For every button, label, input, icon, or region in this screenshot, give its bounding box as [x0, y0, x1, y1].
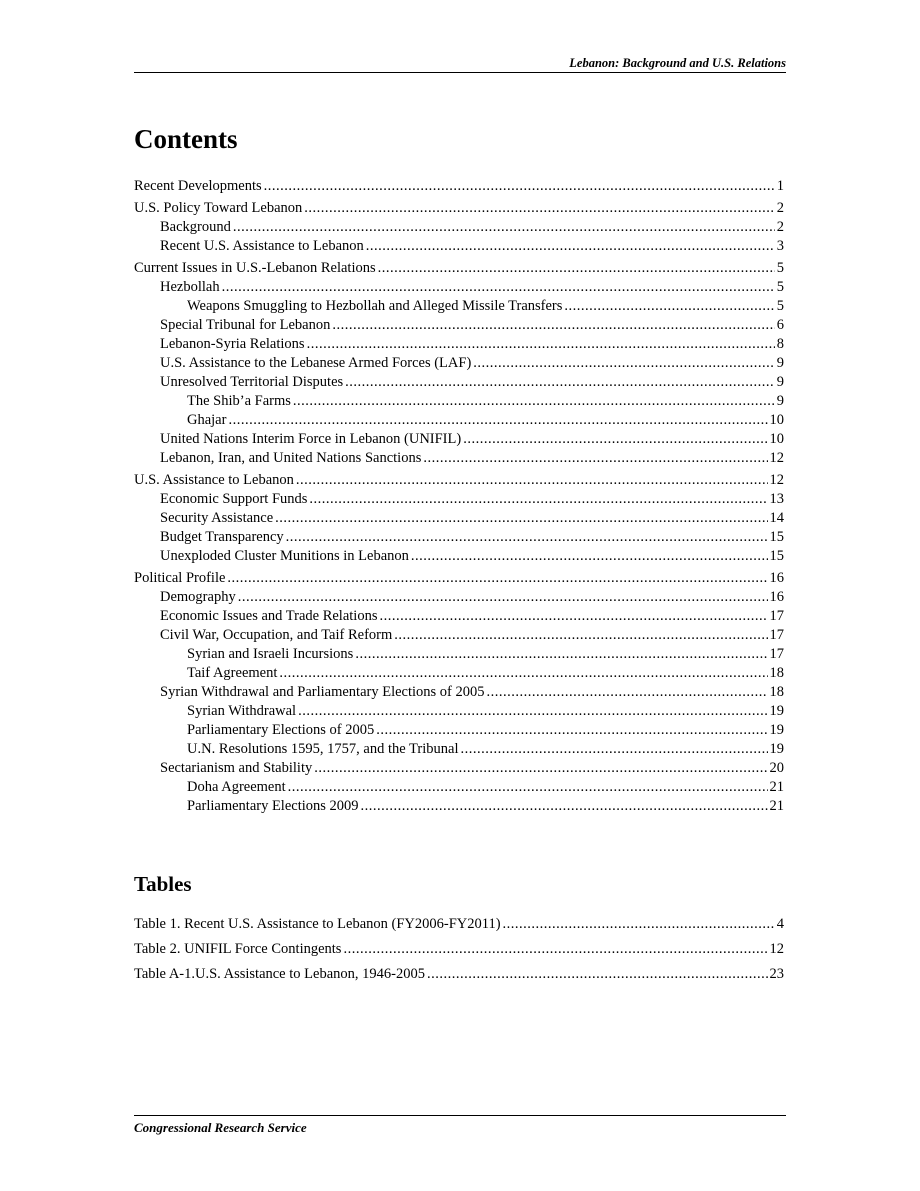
toc-entry[interactable] [134, 218, 784, 237]
toc-entry-label: Lebanon-Syria Relations [160, 336, 305, 352]
dot-leader [228, 411, 767, 430]
contents-title: Contents [134, 124, 238, 154]
dot-leader [411, 547, 768, 566]
toc-entry-page-number: 23 [769, 966, 784, 982]
toc-entry-label: Political Profile [134, 570, 226, 586]
toc-entry-label: Table A-1.U.S. Assistance to Lebanon, 1946-2005 [134, 966, 425, 982]
toc-entry[interactable] [134, 411, 784, 430]
dot-leader [288, 778, 768, 797]
toc-entry[interactable] [134, 449, 784, 468]
dot-leader [473, 354, 774, 373]
dot-leader [343, 940, 767, 959]
toc-entry-label: Syrian Withdrawal and Parliamentary Elections of 2005 [160, 684, 485, 700]
toc-entry-page-number: 12 [769, 450, 784, 466]
toc-entry[interactable] [134, 588, 784, 607]
dot-leader [279, 664, 767, 683]
running-header: Lebanon: Background and U.S. Relations [569, 56, 786, 70]
toc-entry-page-number: 5 [776, 260, 784, 276]
toc-entry-page-number: 15 [769, 548, 784, 564]
toc-entry[interactable] [134, 259, 784, 278]
toc-entry-label: Table 2. UNIFIL Force Contingents [134, 941, 342, 957]
toc-entry[interactable] [134, 199, 784, 218]
toc-entry[interactable] [134, 354, 784, 373]
toc-entry-page-number: 14 [769, 510, 784, 526]
dot-leader [309, 490, 767, 509]
dot-leader [379, 607, 767, 626]
toc-entry-page-number: 5 [776, 279, 784, 295]
toc-entry-label: The Shib’a Farms [187, 393, 291, 409]
toc-entry[interactable] [134, 547, 784, 566]
toc-entry-label: Special Tribunal for Lebanon [160, 317, 331, 333]
toc-entry-label: U.S. Assistance to Lebanon [134, 472, 294, 488]
toc-entry[interactable] [134, 607, 784, 626]
toc-entry-page-number: 21 [769, 779, 784, 795]
toc-entry-label: Economic Support Funds [160, 491, 308, 507]
toc-entry-label: Budget Transparency [160, 529, 284, 545]
dot-leader [293, 392, 775, 411]
dot-leader [264, 177, 775, 196]
toc-entry-page-number: 16 [769, 589, 784, 605]
toc-entry-page-number: 10 [769, 431, 784, 447]
toc-entry-label: Taif Agreement [187, 665, 278, 681]
tables-title: Tables [134, 872, 192, 896]
dot-leader [366, 237, 775, 256]
toc-entry-page-number: 16 [769, 570, 784, 586]
toc-entry-page-number: 9 [776, 355, 784, 371]
dot-leader [275, 509, 767, 528]
toc-entry[interactable] [134, 528, 784, 547]
dot-leader [307, 335, 775, 354]
toc-entry-page-number: 3 [776, 238, 784, 254]
dot-leader [378, 259, 775, 278]
toc-entry-label: Sectarianism and Stability [160, 760, 313, 776]
toc-entry-label: United Nations Interim Force in Lebanon (UNIFIL) [160, 431, 462, 447]
toc-entry-label: Background [160, 219, 231, 235]
dot-leader [296, 471, 768, 490]
toc-entry-page-number: 1 [776, 178, 784, 194]
toc-entry-label: Recent U.S. Assistance to Lebanon [160, 238, 364, 254]
toc-entry-page-number: 9 [776, 374, 784, 390]
toc-entry-label: Lebanon, Iran, and United Nations Sanctions [160, 450, 422, 466]
toc-entry-label: U.S. Policy Toward Lebanon [134, 200, 303, 216]
toc-entry-label: Demography [160, 589, 236, 605]
dot-leader [314, 759, 767, 778]
footer-publisher: Congressional Research Service [134, 1120, 307, 1135]
toc-entry[interactable] [134, 645, 784, 664]
toc-entry-page-number: 12 [769, 941, 784, 957]
toc-entry[interactable] [134, 797, 784, 816]
toc-entry-page-number: 19 [769, 741, 784, 757]
dot-leader [304, 199, 774, 218]
toc-entry-page-number: 17 [769, 608, 784, 624]
toc-entry-page-number: 20 [769, 760, 784, 776]
dot-leader [427, 965, 768, 984]
toc-entry-label: Doha Agreement [187, 779, 286, 795]
dot-leader [487, 683, 768, 702]
toc-entry[interactable] [134, 740, 784, 759]
toc-entry-page-number: 21 [769, 798, 784, 814]
dot-leader [345, 373, 775, 392]
toc-entry-label: Parliamentary Elections of 2005 [187, 722, 375, 738]
toc-entry[interactable] [134, 237, 784, 256]
toc-entry-label: Civil War, Occupation, and Taif Reform [160, 627, 393, 643]
dot-leader [238, 588, 768, 607]
toc-entry-label: Unresolved Territorial Disputes [160, 374, 344, 390]
toc-entry[interactable] [134, 335, 784, 354]
toc-entry-page-number: 10 [769, 412, 784, 428]
toc-entry-page-number: 18 [769, 684, 784, 700]
dot-leader [503, 915, 775, 934]
toc-entry-page-number: 17 [769, 627, 784, 643]
toc-entry[interactable] [134, 664, 784, 683]
dot-leader [564, 297, 774, 316]
dot-leader [298, 702, 767, 721]
toc-entry-label: U.N. Resolutions 1595, 1757, and the Tribunal [187, 741, 459, 757]
toc-entry[interactable] [134, 297, 784, 316]
toc-entry[interactable] [134, 778, 784, 797]
toc-entry-page-number: 13 [769, 491, 784, 507]
toc-entry[interactable] [134, 430, 784, 449]
toc-entry[interactable] [134, 915, 784, 934]
dot-leader [286, 528, 768, 547]
toc-entry[interactable] [134, 940, 784, 959]
toc-entry[interactable] [134, 278, 784, 297]
dot-leader [394, 626, 767, 645]
dot-leader [332, 316, 774, 335]
toc-entry-page-number: 9 [776, 393, 784, 409]
dot-leader [460, 740, 767, 759]
toc-entry-label: Economic Issues and Trade Relations [160, 608, 378, 624]
dot-leader [463, 430, 767, 449]
dot-leader [376, 721, 767, 740]
dot-leader [355, 645, 767, 664]
toc-entry[interactable] [134, 471, 784, 490]
toc-entry-page-number: 2 [776, 219, 784, 235]
toc-entry-page-number: 2 [776, 200, 784, 216]
toc-entry-page-number: 19 [769, 703, 784, 719]
dot-leader [227, 569, 767, 588]
toc-entry-label: Syrian and Israeli Incursions [187, 646, 354, 662]
dot-leader [361, 797, 768, 816]
toc-entry[interactable] [134, 759, 784, 778]
toc-entry-page-number: 12 [769, 472, 784, 488]
toc-entry-label: Unexploded Cluster Munitions in Lebanon [160, 548, 409, 564]
toc-entry-page-number: 5 [776, 298, 784, 314]
toc-entry-page-number: 4 [776, 916, 784, 932]
footer-rule [134, 1115, 786, 1116]
toc-entry[interactable] [134, 373, 784, 392]
toc-entry[interactable] [134, 721, 784, 740]
toc-entry-page-number: 15 [769, 529, 784, 545]
tables-list [134, 912, 784, 990]
toc-entry[interactable] [134, 965, 784, 984]
toc-entry-page-number: 19 [769, 722, 784, 738]
toc-entry[interactable] [134, 392, 784, 411]
toc-entry-label: Ghajar [187, 412, 227, 428]
toc-entry[interactable] [134, 509, 784, 528]
toc-entry-label: Hezbollah [160, 279, 220, 295]
toc-entry-label: Parliamentary Elections 2009 [187, 798, 359, 814]
toc-entry-label: Table 1. Recent U.S. Assistance to Lebanon (FY2006-FY2011) [134, 916, 501, 932]
dot-leader [233, 218, 775, 237]
toc-entry-page-number: 6 [776, 317, 784, 333]
toc-entry-label: Current Issues in U.S.-Lebanon Relations [134, 260, 376, 276]
toc-entry-label: Syrian Withdrawal [187, 703, 297, 719]
dot-leader [423, 449, 767, 468]
toc-entry[interactable] [134, 316, 784, 335]
toc-entry[interactable] [134, 490, 784, 509]
toc-entry-label: U.S. Assistance to the Lebanese Armed Forces (LAF) [160, 355, 472, 371]
toc-entry[interactable] [134, 177, 784, 196]
toc-entry[interactable] [134, 569, 784, 588]
dot-leader [222, 278, 775, 297]
toc-entry[interactable] [134, 702, 784, 721]
toc-entry[interactable] [134, 626, 784, 645]
toc-entry-page-number: 8 [776, 336, 784, 352]
toc-entry[interactable] [134, 683, 784, 702]
toc-entry-label: Weapons Smuggling to Hezbollah and Alleged Missile Transfers [187, 298, 563, 314]
toc-entry-page-number: 17 [769, 646, 784, 662]
header-rule [134, 72, 786, 73]
toc-entry-label: Security Assistance [160, 510, 274, 526]
toc-entry-page-number: 18 [769, 665, 784, 681]
toc-entry-label: Recent Developments [134, 178, 262, 194]
contents-list [134, 177, 784, 816]
